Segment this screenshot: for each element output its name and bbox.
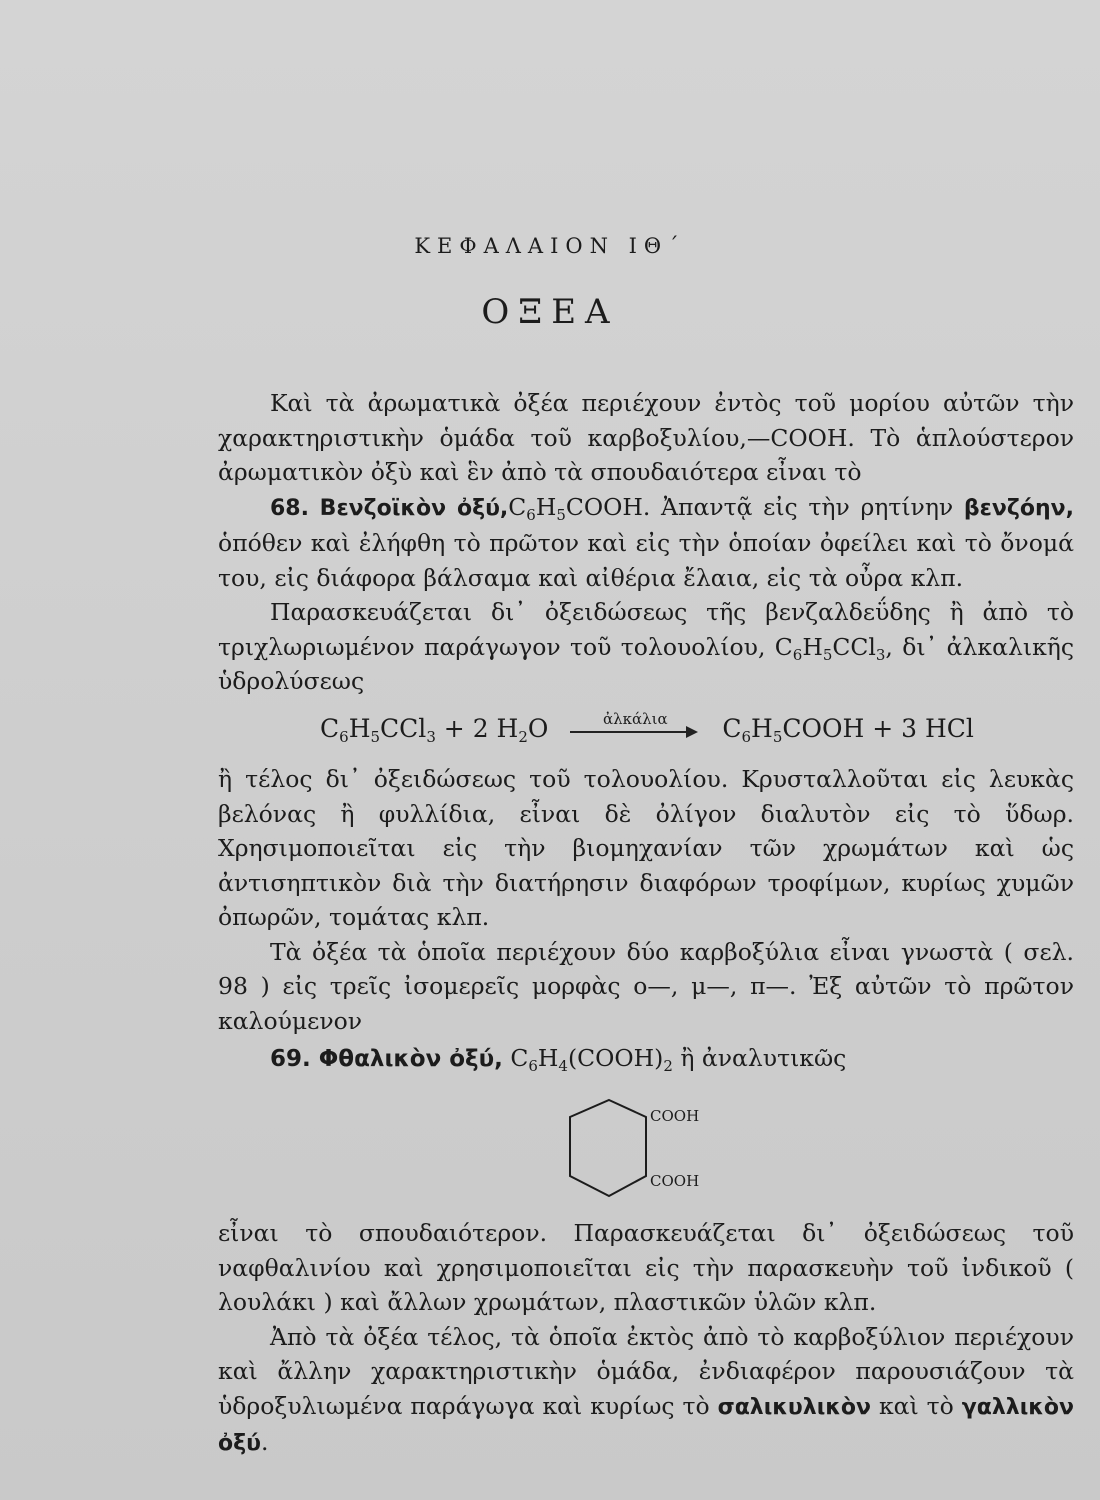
preparation-paragraph: Παρασκευάζεται δι᾽ ὀξειδώσεως τῆς βενζαλδεΰδης ἢ ἀπὸ τὸ τριχλωριωμένον παράγωγον τοῦ τολουολίου, $C_6H_5CCl_3$, δι᾽ ἀλκαλικῆς ὑδρολύσεως — [218, 598, 1074, 695]
phthalic-structure-diagram — [566, 1096, 756, 1206]
phthalic-formula: $C_6H_4(COOH)_2$ ἢ ἀναλυτικῶς — [510, 1044, 847, 1075]
benzene-ring — [570, 1100, 646, 1196]
intro-paragraph: Καὶ τὰ ἀρωματικὰ ὀξέα περιέχουν ἐντὸς τοῦ μορίου αὐτῶν τὴν χαρακτηριστικὴν ὁμάδα τοῦ καρβοξυλίου,—COOH. Τὸ ἁπλούστερον ἀρωματικὸν ὀξὺ καὶ ἓν ἀπὸ τὰ σπουδαιότερα εἶναι τὸ — [218, 389, 1074, 486]
arrow-label: ἀλκάλια — [603, 709, 668, 728]
trichloro-formula: $C_6H_5CCl_3$ — [774, 632, 886, 664]
dicarboxylic-paragraph: Τὰ ὀξέα τὰ ὁποῖα περιέχουν δύο καρβοξύλια εἶναι γνωστὰ ( σελ. 98 ) εἰς τρεῖς ἰσομερεῖς μορφὰς ο—, μ—, π—. Ἐξ αὐτῶν τὸ πρῶτον καλούμενον — [218, 937, 1074, 1035]
benzoic-formula: $C_6H_5COOH$. — [508, 492, 651, 524]
section-69-label: 69. Φθαλικὸν ὀξύ, — [270, 1046, 503, 1072]
hydrolysis-equation: $C_6H_5CCl_3 + 2$ $H_2O$ ἀλκάλια $C_6H_5COOH + 3$ HCl — [320, 709, 974, 746]
chapter-title: ΟΞΕΑ — [481, 292, 619, 332]
section-69-heading — [270, 1044, 847, 1075]
cooh-bottom-label: COOH — [650, 1172, 700, 1190]
text-block-1 — [218, 386, 1074, 699]
section-68-paragraph: 68. Βενζοϊκὸν $ὀ\xi ύ,C_6H_5COOH$. Ἀπαντᾷ εἰς τὴν ρητίνην βενζόην, ὁπόθεν καὶ ἐλήφθη τὸ πρῶτον καὶ εἰς τὴν ὁποίαν ὀφείλει καὶ τὸ ὄνομά του, εἰς διάφορα βάλσαμα καὶ αἰθέρια ἔλαια, εἰς τὰ οὖρα κλπ. — [218, 492, 1074, 592]
benzoin-term: βενζόην, — [963, 495, 1074, 521]
section-68-number: 68. — [270, 495, 309, 521]
text-block-3 — [218, 1216, 1074, 1462]
gallic-acid-term: γαλλικὸν ὀξύ — [218, 1394, 1074, 1456]
section-68-name: Βενζοϊκὸν ὀξύ, — [319, 495, 509, 521]
chapter-heading: ΚΕΦΑΛΑΙΟΝ ΙΘ΄ — [414, 234, 686, 258]
reaction-arrow — [570, 709, 700, 733]
text-block-2 — [218, 762, 1074, 1038]
cooh-top-label: COOH — [650, 1107, 700, 1125]
salicylic-term: σαλικυλικὸν — [717, 1394, 872, 1420]
crystallization-paragraph: ἢ τέλος δι᾽ ὀξειδώσεως τοῦ τολουολίου. Κρυσταλλοῦται εἰς λευκὰς βελόνας ἢ φυλλίδια, εἶναι δὲ ὀλίγον διαλυτὸν εἰς τὸ ὕδωρ. Χρησιμοποιεῖται εἰς τὴν βιομηχανίαν τῶν χρωμάτων καὶ ὡς ἀντισηπτικὸν διὰ τὴν διατήρησιν διαφόρων τροφίμων, κυρίως χυμῶν ὀπωρῶν, τομάτας κλπ. — [218, 765, 1074, 931]
phthalic-paragraph: εἶναι τὸ σπουδαιότερον. Παρασκευάζεται δι᾽ ὀξειδώσεως τοῦ ναφθαλινίου καὶ χρησιμοποιεῖται εἰς τὴν παρασκευὴν τοῦ ἰνδικοῦ ( λουλάκι ) καὶ ἄλλων χρωμάτων, πλαστικῶν ὑλῶν κλπ. — [218, 1219, 1074, 1316]
final-paragraph: Ἀπὸ τὰ ὀξέα τέλος, τὰ ὁποῖα ἐκτὸς ἀπὸ τὸ καρβοξύλιον περιέχουν καὶ ἄλλην χαρακτηριστικὴν ὁμάδα, ἐνδιαφέρον παρουσιάζουν τὰ ὑδροξυλιωμένα παράγωγα καὶ κυρίως τὸ σαλικυλικὸν καὶ τὸ γαλλικὸν ὀξύ. — [218, 1322, 1074, 1456]
